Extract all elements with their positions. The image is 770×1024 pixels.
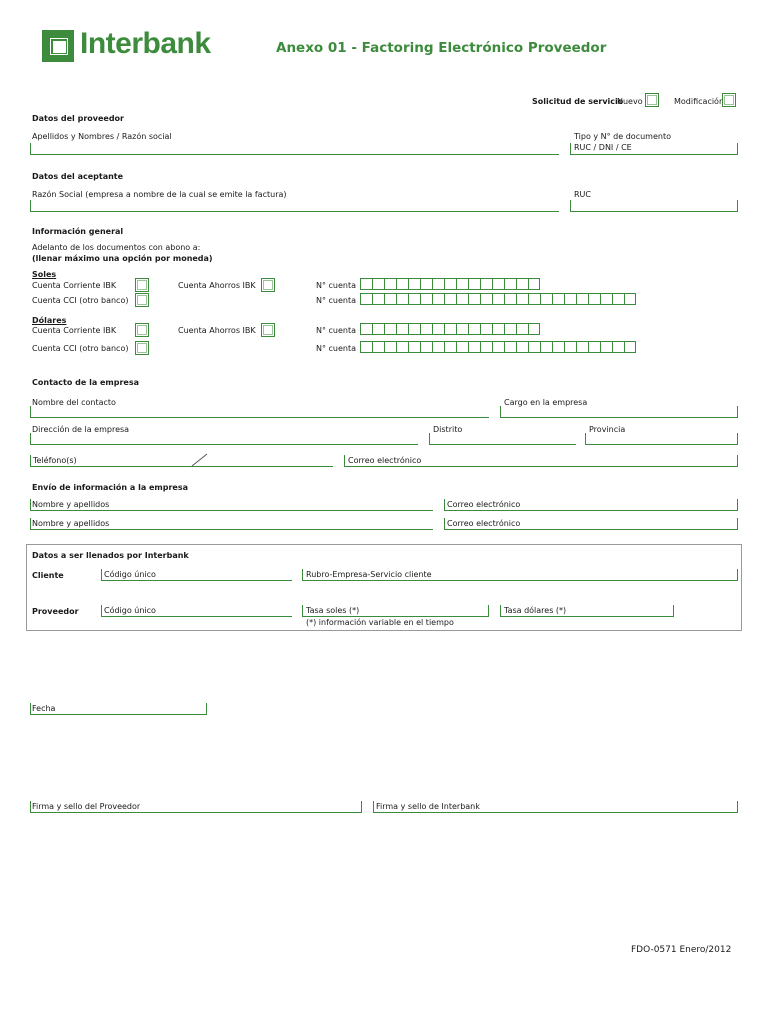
new-checkbox[interactable] [645,93,659,107]
delivery-name2-label: Nombre y apellidos [32,519,110,528]
soles-cci-account-cells[interactable] [360,293,636,305]
proveedor-code-field[interactable] [101,605,292,617]
provider-section-title: Datos del proveedor [32,114,124,123]
contact-section-title: Contacto de la empresa [32,378,140,387]
dolares-cc-checkbox[interactable] [135,323,149,337]
soles-cc-checkbox[interactable] [135,278,149,292]
document-title: Anexo 01 - Factoring Electrónico Proveedor [276,40,607,56]
date-label: Fecha [32,704,56,713]
proveedor-label: Proveedor [32,607,79,616]
phone-field[interactable] [30,455,333,467]
phone-label: Teléfono(s) [33,456,77,465]
delivery-email1-field[interactable] [444,499,738,511]
soles-ibk-ncuenta-label: N° cuenta [316,281,357,290]
delivery-name1-field[interactable] [30,499,433,511]
delivery-email2-label: Correo electrónico [447,519,521,528]
general-section-title: Información general [32,227,124,236]
proveedor-code-label: Código único [104,606,156,615]
rubro-field[interactable] [302,569,738,581]
dolares-ibk-account-cells[interactable] [360,323,540,335]
position-field[interactable] [500,406,738,418]
acceptor-ruc-label: RUC [574,190,591,199]
soles-cci-ncuenta-label: N° cuenta [316,296,357,305]
address-label: Dirección de la empresa [32,425,130,434]
contact-email-field[interactable] [344,455,738,467]
doc-type-field[interactable] [570,143,738,155]
dolares-ca-label: Cuenta Ahorros IBK [178,326,256,335]
delivery-email2-field[interactable] [444,518,738,530]
delivery-name2-field[interactable] [30,518,433,530]
dolares-ibk-ncuenta-label: N° cuenta [316,326,357,335]
acceptor-section-title: Datos del aceptante [32,172,124,181]
dolares-cci-checkbox[interactable] [135,341,149,355]
soles-cci-checkbox[interactable] [135,293,149,307]
cliente-code-field[interactable] [101,569,292,581]
dolares-cci-account-cells[interactable] [360,341,636,353]
delivery-email1-label: Correo electrónico [447,500,521,509]
contact-name-label: Nombre del contacto [32,398,116,407]
delivery-section-title: Envío de información a la empresa [32,483,189,492]
soles-ibk-account-cells[interactable] [360,278,540,290]
new-label: Nuevo [617,97,643,106]
province-label: Provincia [589,425,626,434]
acceptor-name-field[interactable] [30,200,559,212]
general-note: (llenar máximo una opción por moneda) [32,254,213,263]
contact-name-field[interactable] [30,406,489,418]
doc-type-label: Tipo y N° de documento [574,132,671,141]
date-field[interactable] [30,703,207,715]
dolares-cc-label: Cuenta Corriente IBK [32,326,117,335]
delivery-name1-label: Nombre y apellidos [32,500,110,509]
tasa-dolares-field[interactable] [500,605,674,617]
provider-signature-field[interactable] [30,801,362,813]
cliente-label: Cliente [32,571,64,580]
soles-cc-label: Cuenta Corriente IBK [32,281,117,290]
provider-name-field[interactable] [30,143,559,155]
tasa-soles-field[interactable] [302,605,489,617]
variable-note: (*) información variable en el tiempo [306,618,454,627]
general-intro: Adelanto de los documentos con abono a: [32,243,201,252]
soles-cci-label: Cuenta CCI (otro banco) [32,296,129,305]
address-field[interactable] [30,433,418,445]
interbank-logo-icon [42,30,74,62]
dolares-ca-checkbox[interactable] [261,323,275,337]
district-label: Distrito [433,425,463,434]
brand-name: Interbank [80,27,211,60]
soles-heading: Soles [32,270,57,279]
acceptor-ruc-field[interactable] [570,200,738,212]
district-field[interactable] [429,433,576,445]
rubro-label: Rubro-Empresa-Servicio cliente [306,570,432,579]
interbank-section-title: Datos a ser llenados por Interbank [32,551,189,560]
contact-email-label: Correo electrónico [348,456,422,465]
footer-code: FDO-0571 Enero/2012 [631,945,732,955]
modify-label: Modificación [674,97,725,106]
request-label: Solicitud de servicio [532,97,624,106]
cliente-code-label: Código único [104,570,156,579]
acceptor-name-label: Razón Social (empresa a nombre de la cual se emite la factura) [32,190,287,199]
provider-name-label: Apellidos y Nombres / Razón social [32,132,172,141]
doc-type-options: RUC / DNI / CE [574,143,632,152]
phone-separator-icon [191,453,209,467]
bank-signature-label: Firma y sello de Interbank [376,802,480,811]
soles-ca-label: Cuenta Ahorros IBK [178,281,256,290]
tasa-dolares-label: Tasa dólares (*) [504,606,567,615]
bank-signature-field[interactable] [373,801,738,813]
provider-signature-label: Firma y sello del Proveedor [32,802,141,811]
dolares-cci-ncuenta-label: N° cuenta [316,344,357,353]
soles-ca-checkbox[interactable] [261,278,275,292]
tasa-soles-label: Tasa soles (*) [306,606,360,615]
modify-checkbox[interactable] [722,93,736,107]
province-field[interactable] [585,433,738,445]
dolares-heading: Dólares [32,316,67,325]
dolares-cci-label: Cuenta CCI (otro banco) [32,344,129,353]
position-label: Cargo en la empresa [504,398,588,407]
